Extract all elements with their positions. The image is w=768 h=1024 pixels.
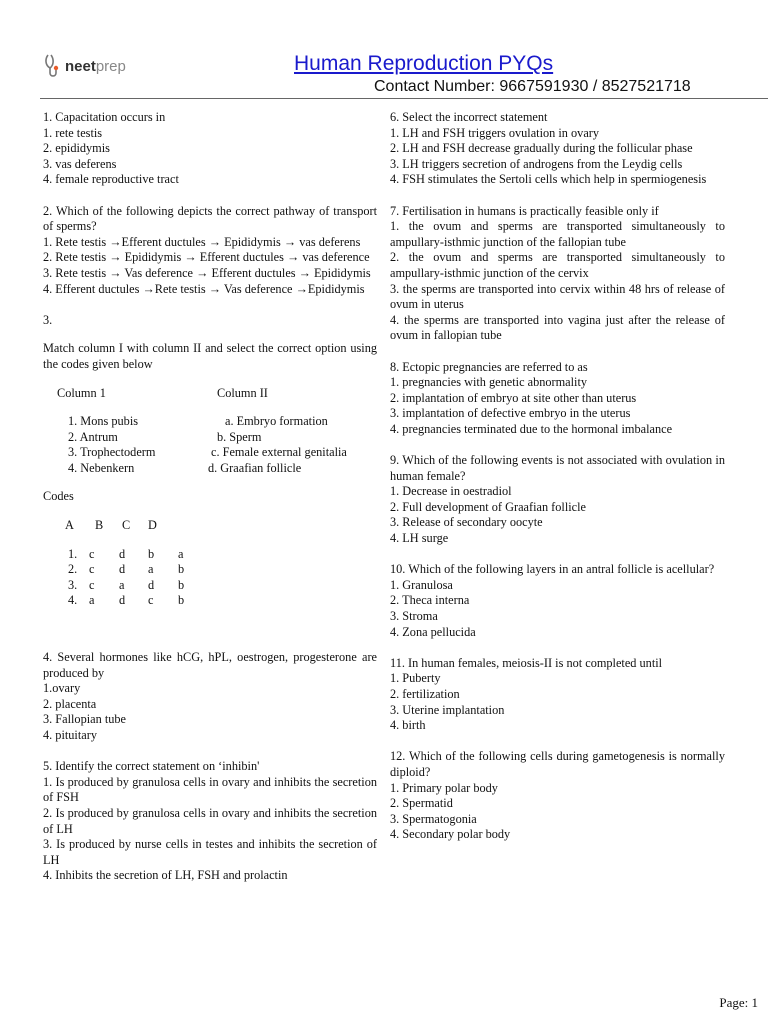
code-cell: a [89,593,95,608]
option: 1. Puberty [390,671,441,686]
logo-text-bold: neet [65,57,96,75]
code-cell: d [119,562,126,577]
question-3 [43,313,377,609]
code-header: D [148,518,157,533]
code-cell: a [178,546,184,561]
option: 2. epididymis [43,141,110,156]
match-columns-table [57,386,268,402]
code-cell: a [148,562,154,577]
option: 3. Is produced by nurse cells in testes and inhibits the secretion of LH [43,837,377,867]
option: 1. the ovum and sperms are transported simultaneously to ampullary-isthmic junction of the fallopian tube [390,219,725,249]
option: 1.ovary [43,681,81,696]
option: 4. Zona pellucida [390,624,476,639]
page-number: Page: 1 [719,995,758,1010]
question-stem: 7. Fertilisation in humans is practically feasible only if [390,203,659,218]
option: 3. vas deferens [43,156,117,171]
code-cell: b [178,577,185,592]
question-4 [43,650,377,744]
question-8 [390,360,725,438]
option: 3. Spermatogonia [390,811,477,826]
table-row [68,562,184,578]
row-number: 4. [68,593,78,608]
row-number: 3. [68,577,78,592]
option: 3. LH triggers secretion of androgens from the Leydig cells [390,156,683,171]
code-cell: b [178,593,185,608]
question-stem: 11. In human females, meiosis-II is not completed until [390,655,663,670]
option: 4. female reproductive tract [43,172,179,187]
question-9 [390,453,725,547]
option: 2. implantation of embryo at site other than uterus [390,390,637,405]
code-cell: b [148,546,155,561]
code-cell: d [148,577,155,592]
option: 1. pregnancies with genetic abnormality [390,375,588,390]
code-cell: c [89,577,95,592]
codes-header-row [65,518,157,534]
column-2-item: a. Embryo formation [225,414,328,429]
option: 3. Stroma [390,609,438,623]
column-1-item: 3. Trophectoderm [68,445,156,460]
question-stem: 5. Identify the correct statement on ‘inhibin' [43,759,260,774]
option: 1. rete testis [43,125,103,140]
code-cell: a [119,577,125,592]
question-stem: 1. Capacitation occurs in [43,110,166,124]
code-cell: d [119,546,126,561]
codes-label: Codes [43,489,74,504]
column-2-item: b. Sperm [217,429,262,444]
logo-text-light: prep [95,57,126,75]
option: 2. Rete testis → Epididymis → Efferent ductules → vas deference [43,250,370,265]
option: 3. Fallopian tube [43,712,126,727]
option: 4. FSH stimulates the Sertoli cells which help in spermiogenesis [390,172,707,187]
option: 3. implantation of defective embryo in the uterus [390,406,631,421]
option: 3. Uterine implantation [390,702,505,717]
column-2-header: Column II [217,385,268,400]
option: 2. Theca interna [390,593,470,608]
option: 2. LH and FSH decrease gradually during the follicular phase [390,141,693,156]
table-row [68,578,184,594]
row-number: 2. [68,562,78,577]
option: 4. pituitary [43,728,97,742]
right-column [390,110,725,843]
option: 4. Inhibits the secretion of LH, FSH and prolactin [43,868,288,883]
column-1-item: 4. Nebenkern [68,460,135,475]
table-row [68,593,184,609]
option: 4. Secondary polar body [390,827,511,842]
stethoscope-icon [44,53,62,79]
option: 1. Primary polar body [390,780,498,795]
option: 1. LH and FSH triggers ovulation in ovary [390,125,600,140]
question-1 [43,110,377,188]
question-stem: 4. Several hormones like hCG, hPL, oestrogen, progesterone are produced by [43,650,377,680]
option: 4. birth [390,718,426,733]
column-1-header: Column 1 [57,385,106,400]
option: 2. fertilization [390,686,460,701]
code-header: A [65,518,74,533]
question-stem: 12. Which of the following cells during gametogenesis is normally diploid? [390,749,725,779]
option: 4. the sperms are transported into vagina just after the release of ovum in fallopian tube [390,312,725,343]
code-cell: c [148,593,154,608]
question-5 [43,759,377,884]
question-7 [390,204,725,344]
question-stem: 10. Which of the following layers in an antral follicle is acellular? [390,562,715,577]
option: 1. Decrease in oestradiol [390,484,512,499]
option: 4. pregnancies terminated due to the hormonal imbalance [390,421,673,436]
match-items-table [68,414,347,476]
option: 1. Rete testis →Efferent ductules → Epididymis → vas deferens [43,234,361,249]
column-2-item: d. Graafian follicle [208,460,302,475]
question-stem: 6. Select the incorrect statement [390,110,548,124]
option: 3. Rete testis → Vas deference → Efferent ductules → Epididymis [43,265,371,280]
table-row [68,547,184,563]
column-1-item: 1. Mons pubis [68,414,139,429]
option: 2. Is produced by granulosa cells in ovary and inhibits the secretion of LH [43,805,377,836]
question-stem: 8. Ectopic pregnancies are referred to as [390,359,588,374]
question-stem: 2. Which of the following depicts the correct pathway of transport of sperms? [43,203,377,234]
code-cell: d [119,593,126,608]
option: 2. Full development of Graafian follicle [390,499,587,514]
option: 4. LH surge [390,531,449,546]
option: 1. Granulosa [390,577,453,592]
code-header: C [122,518,131,533]
option: 3. Release of secondary oocyte [390,515,543,530]
question-stem: Match column I with column II and select the correct option using the codes given below [43,341,377,371]
neetprep-logo [44,52,126,80]
row-number: 1. [68,546,78,561]
header-divider [40,98,768,99]
left-column [43,110,377,884]
column-2-item: c. Female external genitalia [211,445,347,460]
code-cell: c [89,546,95,561]
option: 3. the sperms are transported into cervix within 48 hrs of release of ovum in uterus [390,281,725,312]
question-11 [390,656,725,734]
question-6 [390,110,725,188]
codes-table [68,547,184,609]
option: 2. Spermatid [390,796,453,811]
question-10 [390,562,725,640]
document-title[interactable]: Human Reproduction PYQs [294,52,554,75]
question-2 [43,204,377,298]
question-12 [390,749,725,843]
contact-number: Contact Number: 9667591930 / 8527521718 [374,78,691,95]
code-header: B [95,518,104,533]
option: 2. the ovum and sperms are transported simultaneously to ampullary-isthmic junction of the cervix [390,250,725,280]
question-stem: 9. Which of the following events is not associated with ovulation in human female? [390,453,725,483]
option: 2. placenta [43,696,97,711]
column-1-item: 2. Antrum [68,429,118,444]
code-cell: c [89,562,95,577]
option: 4. Efferent ductules →Rete testis → Vas deference →Epididymis [43,281,365,296]
code-cell: b [178,562,185,577]
option: 1. Is produced by granulosa cells in ovary and inhibits the secretion of FSH [43,774,377,805]
question-number: 3. [43,312,53,327]
